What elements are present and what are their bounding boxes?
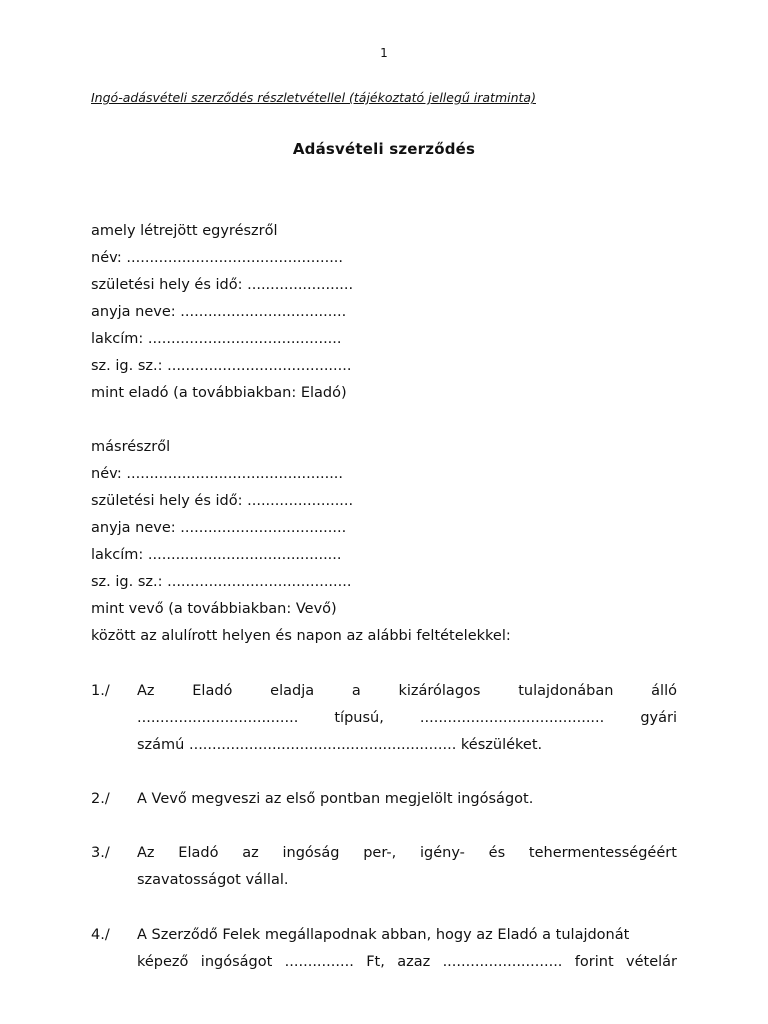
word: Az xyxy=(137,683,155,699)
serial-blank: ........................................ xyxy=(419,710,605,726)
buyer-section xyxy=(91,434,511,650)
word: gyári xyxy=(640,710,677,726)
word: azaz xyxy=(397,954,431,970)
word: képező xyxy=(137,954,189,970)
word: ingóságot xyxy=(200,954,273,970)
clause-line xyxy=(137,840,677,867)
word: ingóság xyxy=(282,845,340,861)
clause-body xyxy=(137,840,677,894)
word: Eladó xyxy=(192,683,233,699)
clause-4 xyxy=(91,922,677,976)
type-blank: ................................... xyxy=(137,710,299,726)
clause-number: 1./ xyxy=(91,683,110,699)
clause-1 xyxy=(91,678,677,759)
buyer-intro: másrészről xyxy=(91,439,171,455)
clause-line xyxy=(137,705,677,732)
word: igény- xyxy=(419,845,465,861)
word: tehermentességéért xyxy=(528,845,677,861)
word: vételár xyxy=(626,954,677,970)
seller-name-field: név: ............................................... xyxy=(91,250,344,266)
word: forint xyxy=(574,954,614,970)
seller-intro: amely létrejött egyrészről xyxy=(91,223,278,239)
word: kizárólagos xyxy=(398,683,481,699)
clause-body xyxy=(137,786,677,813)
price-words-blank: .......................... xyxy=(442,954,563,970)
word: Az xyxy=(137,845,155,861)
word: Ft, xyxy=(366,954,385,970)
buyer-address-field: lakcím: .......................................... xyxy=(91,547,342,563)
clause-line xyxy=(137,678,677,705)
word: és xyxy=(488,845,506,861)
word: eladja xyxy=(270,683,315,699)
buyer-mother-field: anyja neve: .................................... xyxy=(91,520,347,536)
clause-number: 4./ xyxy=(91,927,110,943)
word: tulajdonában xyxy=(518,683,614,699)
contract-between-line: között az alulírott helyen és napon az alábbi feltételekkel: xyxy=(91,628,511,644)
seller-address-field: lakcím: .......................................... xyxy=(91,331,342,347)
clause-number: 2./ xyxy=(91,791,110,807)
buyer-birth-field: születési hely és idő: ....................... xyxy=(91,493,354,509)
seller-birth-field: születési hely és idő: ....................... xyxy=(91,277,354,293)
word: per-, xyxy=(363,845,397,861)
clause-number: 3./ xyxy=(91,845,110,861)
seller-section xyxy=(91,218,353,407)
word: Eladó xyxy=(178,845,219,861)
price-blank: ............... xyxy=(284,954,354,970)
word: típusú, xyxy=(334,710,384,726)
clause-line: számú .......................................................... készüléket. xyxy=(137,737,543,753)
clause-line: szavatosságot vállal. xyxy=(137,872,289,888)
buyer-id-field: sz. ig. sz.: ........................................ xyxy=(91,574,352,590)
clause-body xyxy=(137,922,677,976)
word: az xyxy=(242,845,259,861)
buyer-role: mint vevő (a továbbiakban: Vevő) xyxy=(91,601,337,617)
word: a xyxy=(351,683,361,699)
clause-body xyxy=(137,678,677,759)
document-title: Adásvételi szerződés xyxy=(292,140,476,158)
word: álló xyxy=(651,683,677,699)
clause-line: A Szerződő Felek megállapodnak abban, hogy az Eladó a tulajdonát xyxy=(137,927,630,943)
buyer-name-field: név: ............................................... xyxy=(91,466,344,482)
clause-2 xyxy=(91,786,677,813)
clause-3 xyxy=(91,840,677,894)
clause-line xyxy=(137,949,677,976)
clause-line: A Vevő megveszi az első pontban megjelölt ingóságot. xyxy=(137,791,534,807)
seller-id-field: sz. ig. sz.: ........................................ xyxy=(91,358,352,374)
seller-mother-field: anyja neve: .................................... xyxy=(91,304,347,320)
header-note: Ingó-adásvételi szerződés részletvétellel (tájékoztató jellegű iratminta) xyxy=(91,90,536,105)
seller-role: mint eladó (a továbbiakban: Eladó) xyxy=(91,385,347,401)
page-number: 1 xyxy=(380,46,388,60)
